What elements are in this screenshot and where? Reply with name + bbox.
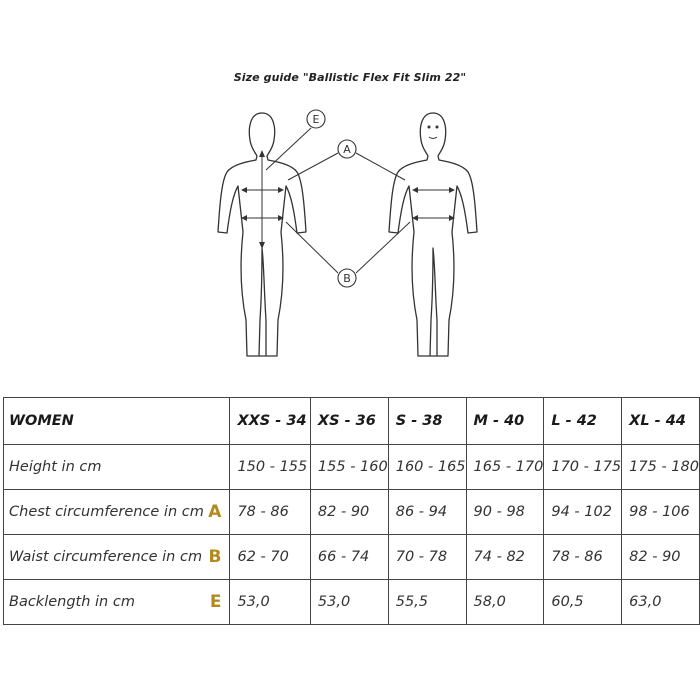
size-value: 90 - 98	[466, 490, 544, 535]
measure-letter: B	[208, 547, 222, 567]
marker-b: B	[343, 272, 351, 285]
marker-e: E	[312, 113, 320, 126]
front-figure	[389, 113, 477, 356]
size-value: 66 - 74	[310, 535, 388, 580]
header-women: WOMEN	[4, 398, 230, 445]
size-value: 98 - 106	[622, 490, 700, 535]
row-label-cell	[4, 535, 230, 580]
table-row	[4, 490, 700, 535]
size-value: 155 - 160	[310, 445, 388, 490]
size-value: 74 - 82	[466, 535, 544, 580]
marker-a: A	[343, 143, 351, 156]
size-value: 160 - 165	[388, 445, 466, 490]
header-size: XXS - 34	[230, 398, 310, 445]
row-label-cell	[4, 490, 230, 535]
row-label: Waist circumference in cm	[9, 549, 203, 565]
size-value: 62 - 70	[230, 535, 310, 580]
size-value: 53,0	[310, 580, 388, 625]
size-value: 150 - 155	[230, 445, 310, 490]
size-value: 82 - 90	[622, 535, 700, 580]
size-value: 170 - 175	[544, 445, 622, 490]
size-value: 94 - 102	[544, 490, 622, 535]
header-size: XS - 36	[310, 398, 388, 445]
size-value: 78 - 86	[544, 535, 622, 580]
measure-letter: E	[209, 592, 222, 612]
size-value: 78 - 86	[230, 490, 310, 535]
header-size: XL - 44	[622, 398, 700, 445]
table-row	[4, 445, 700, 490]
size-value: 70 - 78	[388, 535, 466, 580]
row-label: Backlength in cm	[9, 594, 135, 610]
header-size: L - 42	[544, 398, 622, 445]
size-table	[3, 397, 700, 625]
size-value: 58,0	[466, 580, 544, 625]
size-value: 175 - 180	[622, 445, 700, 490]
size-value: 82 - 90	[310, 490, 388, 535]
row-label-cell	[4, 580, 230, 625]
page-title: Size guide "Ballistic Flex Fit Slim 22"	[233, 71, 467, 84]
size-value: 53,0	[230, 580, 310, 625]
size-value: 60,5	[544, 580, 622, 625]
size-value: 63,0	[622, 580, 700, 625]
header-size: M - 40	[466, 398, 544, 445]
row-label-cell	[4, 445, 230, 490]
size-value: 55,5	[388, 580, 466, 625]
table-header-row	[4, 398, 700, 445]
measure-letter: A	[208, 502, 222, 522]
row-label: Chest circumference in cm	[9, 504, 204, 520]
header-size: S - 38	[388, 398, 466, 445]
table-row	[4, 580, 700, 625]
row-label: Height in cm	[9, 459, 102, 475]
size-value: 86 - 94	[388, 490, 466, 535]
size-value: 165 - 170	[466, 445, 544, 490]
table-row	[4, 535, 700, 580]
